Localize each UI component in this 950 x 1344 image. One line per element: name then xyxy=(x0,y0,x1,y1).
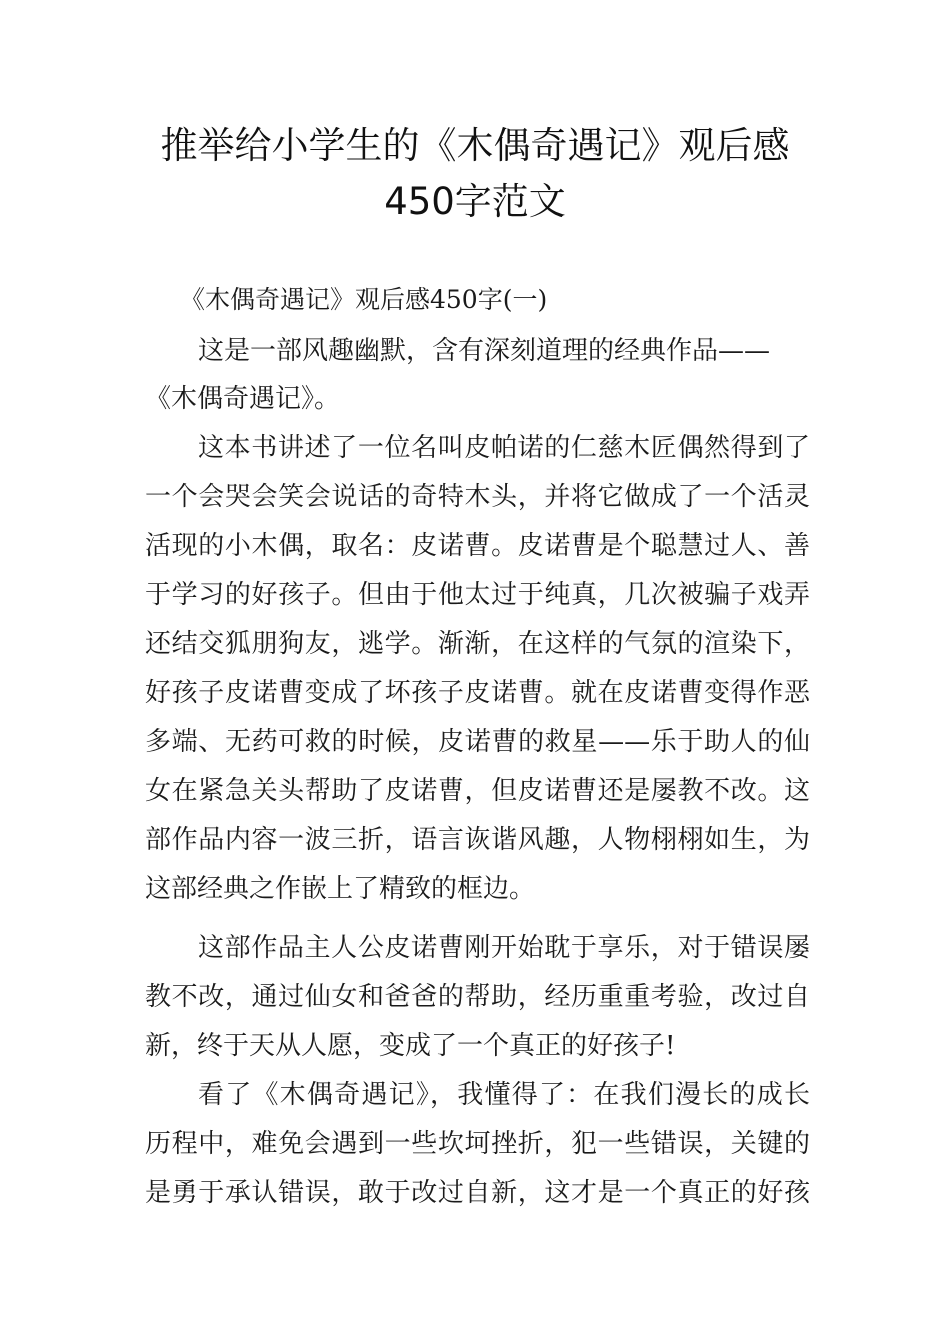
paragraph-line: 女在紧急关头帮助了皮诺曹，但皮诺曹还是屡教不改。这 xyxy=(145,776,810,806)
document-title-line-1: 推举给小学生的《木偶奇遇记》观后感 xyxy=(160,124,790,167)
paragraph-line: 是勇于承认错误，敢于改过自新，这才是一个真正的好孩 xyxy=(145,1178,810,1208)
paragraph-line: 于学习的好孩子。但由于他太过于纯真，几次被骗子戏弄 xyxy=(145,580,810,610)
paragraph-line: 历程中，难免会遇到一些坎坷挫折，犯一些错误，关键的 xyxy=(145,1129,810,1159)
paragraph-line: 教不改，通过仙女和爸爸的帮助，经历重重考验，改过自 xyxy=(145,982,810,1012)
paragraph-line: 多端、无药可救的时候，皮诺曹的救星——乐于助人的仙 xyxy=(145,727,810,757)
section-subtitle: 《木偶奇遇记》观后感450字(一) xyxy=(180,285,548,314)
paragraph-line: 还结交狐朋狗友，逃学。渐渐，在这样的气氛的渲染下， xyxy=(145,629,810,659)
document-title-line-2: 450字范文 xyxy=(384,180,566,223)
paragraph-line: 这本书讲述了一位名叫皮帕诺的仁慈木匠偶然得到了 xyxy=(198,433,810,463)
paragraph-line: 好孩子皮诺曹变成了坏孩子皮诺曹。就在皮诺曹变得作恶 xyxy=(145,678,810,708)
paragraph-line: 部作品内容一波三折，语言诙谐风趣，人物栩栩如生，为 xyxy=(145,825,810,855)
paragraph-line: 一个会哭会笑会说话的奇特木头，并将它做成了一个活灵 xyxy=(145,482,810,512)
paragraph-line: 这部作品主人公皮诺曹刚开始耽于享乐，对于错误屡 xyxy=(198,933,810,963)
paragraph-line: 活现的小木偶，取名：皮诺曹。皮诺曹是个聪慧过人、善 xyxy=(145,531,810,561)
paragraph-line: 这部经典之作嵌上了精致的框边。 xyxy=(145,874,536,904)
paragraph-line: 《木偶奇遇记》。 xyxy=(145,384,341,414)
paragraph-line: 新，终于天从人愿，变成了一个真正的好孩子! xyxy=(145,1031,676,1061)
paragraph-line: 看了《木偶奇遇记》，我懂得了：在我们漫长的成长 xyxy=(198,1080,810,1110)
paragraph-line: 这是一部风趣幽默，含有深刻道理的经典作品—— xyxy=(198,336,771,366)
